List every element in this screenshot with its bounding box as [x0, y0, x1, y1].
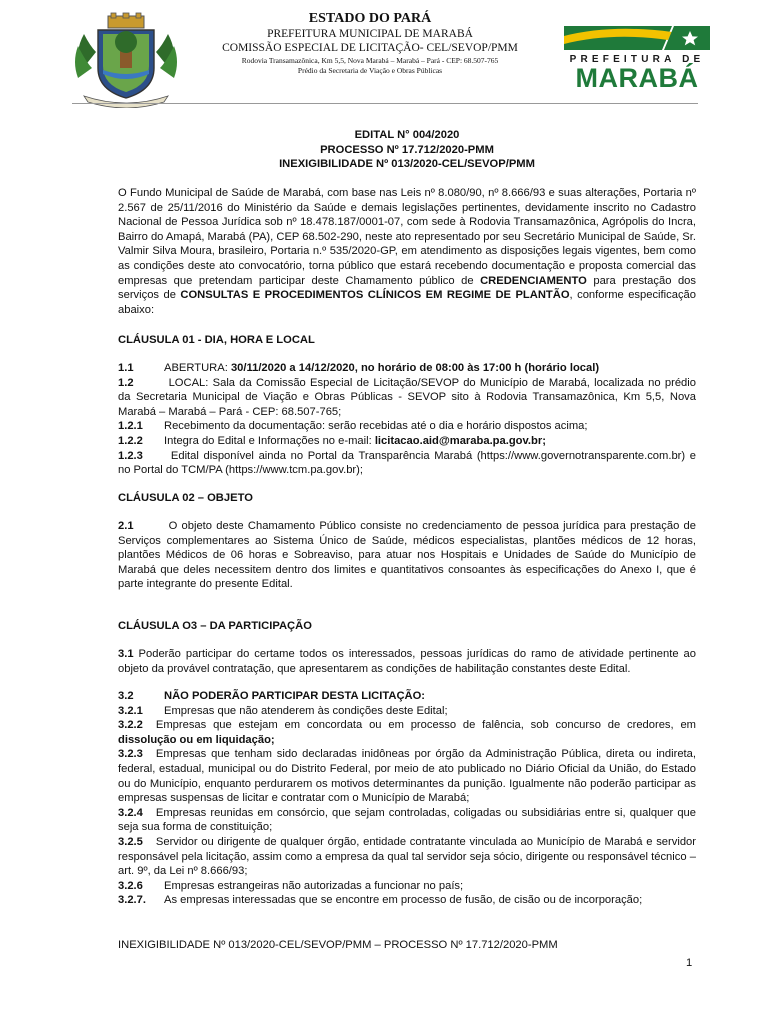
item-1-2-1: 1.2.1 Recebimento da documentação: serão recebidas até o dia e horário dispostos acima;: [118, 420, 588, 433]
header-divider: [72, 103, 698, 104]
item-3-1: 3.1 Poderão participar do certame todos os interessados, pessoas jurídicas do ramo de atividade pertinente ao objeto da provável contratação, que apresentarem as condições de habilitação constantes deste Edital.: [118, 648, 696, 675]
logo-city-text: MARABÁ: [575, 63, 699, 93]
intro-text-2: para prestação dos serviços de: [118, 274, 696, 302]
item-1-1: 1.1 ABERTURA: 30/11/2020 a 14/12/2020, no horário de 08:00 às 17:00 h (horário local): [118, 362, 600, 374]
state-name: ESTADO DO PARÁ: [308, 11, 432, 26]
page-footer: INEXIGIBILIDADE Nº 013/2020-CEL/SEVOP/PMM – PROCESSO Nº 17.712/2020-PMM: [118, 939, 558, 951]
item-3-2-5: 3.2.5 Servidor ou dirigente de qualquer órgão, entidade contratante vinculada ao Município de Marabá e servidor responsável pela licitação, assim como a empresa da qual tal servidor seja sócio, dirigente ou responsável técnico – art. 9º, da Lei nº 8.666/93;: [118, 835, 696, 878]
item-1-2: 1.2 LOCAL: Sala da Comissão Especial de Licitação/SEVOP do Município de Marabá, localizada no prédio da Secretaria Municipal de Viação e Obras Públicas - SEVOP sito à Rodovia Transamazônica, Km 5,5, Nova Marabá – Marabá – Pará - CEP: 68.507-765;: [118, 376, 696, 418]
item-1-2-2: 1.2.2 Integra do Edital e Informações no e-mail: licitacao.aid@maraba.pa.gov.br;: [118, 434, 546, 447]
item-2-1: 2.1 O objeto deste Chamamento Público consiste no credenciamento de pessoa jurídica para prestação de Serviços complementares ao Sistema Único de Saúde, médicos especialistas, plantões médicos de 12 horas, plantões Médicos de 06 horas e Sobreaviso, para atuar nos Hospitais e Unidades de Saúde do Município de Marabá que deles necessitem dentro dos limites e quantitativos consoantes às especificações do Anexo I, que é parte integrante do presente Edital.: [118, 520, 696, 591]
clause-3-2-list: [118, 689, 696, 908]
page-number: 1: [686, 957, 693, 969]
commission-name: COMISSÃO ESPECIAL DE LICITAÇÃO- CEL/SEVOP/PMM: [222, 42, 518, 54]
item-3-2-2: 3.2.2 Empresas que estejam em concordata ou em processo de falência, sob concurso de credores, em dissolução ou em liquidação;: [118, 719, 696, 746]
document-title: [118, 128, 696, 172]
clause-2-heading: CLÁUSULA 02 – OBJETO: [118, 492, 253, 504]
item-3-2-6: 3.2.6 Empresas estrangeiras não autorizadas a funcionar no país;: [118, 879, 464, 892]
prefeitura-logo: [562, 22, 712, 92]
intro-paragraph: [118, 186, 696, 317]
clause-3-heading: CLÁUSULA O3 – DA PARTICIPAÇÃO: [118, 620, 312, 632]
inexigibilidade-number: INEXIGIBILIDADE Nº 013/2020-CEL/SEVOP/PMM: [279, 158, 535, 170]
intro-bold-2: CONSULTAS E PROCEDIMENTOS CLÍNICOS EM REGIME DE PLANTÃO: [180, 289, 570, 302]
item-3-2-3: 3.2.3 Empresas que tenham sido declaradas inidôneas por órgão da Administração Pública, direta ou indireta, federal, estadual, municipal ou do Distrito Federal, por meio de ato publicado no Diário Oficial da União, do Estado ou do Município, enquanto perdurarem os motivos determinantes da punição. Igualmente não poderão participar as empresas suspensas de licitar e contratar com o Município de Marabá;: [118, 748, 696, 805]
contact-email: licitacao.aid@maraba.pa.gov.br;: [374, 434, 546, 447]
clause-1-heading: CLÁUSULA 01 - DIA, HORA E LOCAL: [118, 334, 315, 346]
item-3-2-7: 3.2.7. As empresas interessadas que se encontre em processo de fusão, de cisão ou de incorporação;: [118, 894, 643, 907]
prefecture-name: PREFEITURA MUNICIPAL DE MARABÁ: [267, 28, 473, 40]
intro-bold-1: CREDENCIAMENTO: [480, 274, 587, 287]
building-line: Prédio da Secretaria de Viação e Obras Públicas: [297, 66, 443, 75]
intro-text-3: , conforme especificação abaixo:: [118, 289, 696, 316]
item-1-2-3: 1.2.3 Edital disponível ainda no Portal da Transparência Marabá (https://www.governotransparente.com.br) e no Portal do TCM/PA (https://www.tcm.pa.gov.br);: [118, 449, 696, 477]
item-3-2-1: 3.2.1 Empresas que não atenderem às condições deste Edital;: [118, 704, 448, 717]
process-number: PROCESSO Nº 17.712/2020-PMM: [320, 143, 494, 156]
item-3-2: 3.2 NÃO PODERÃO PARTICIPAR DESTA LICITAÇÃO:: [118, 690, 426, 702]
edital-number: EDITAL N° 004/2020: [354, 129, 460, 141]
letterhead: [190, 10, 550, 76]
clause-1-body: [118, 361, 696, 478]
coat-of-arms-icon: [70, 12, 182, 108]
address-line: Rodovia Transamazônica, Km 5,5, Nova Marabá – Marabá – Pará - CEP: 68.507-765: [241, 56, 499, 65]
intro-text-1: O Fundo Municipal de Saúde de Marabá, com base nas Leis nº 8.080/90, nº 8.666/93 e suas alterações, Portaria nº 2.567 de 25/11/2016 do Ministério da Saúde e demais legislações pertinentes, devidamente inscrito no Cadastro Nacional de Pessoa Jurídica sob nº 18.478.187/0001-07, com sede à Rodovia Transamazônica, Agrópolis do Incra, Bairro do Amapá, Marabá (PA), CEP 68.502-290, neste ato representado por seu Secretário Municipal de Saúde, Sr. Valmir Silva Moura, brasileiro, Portaria n.º 535/2020-GP, em atendimento as disposições legais vigentes, bem como as condições deste ato convocatório, torna público que estará recebendo documentação e proposta comercial das empresas que pretendam participar deste Chamamento público de: [118, 187, 696, 287]
flag-emblem-icon: [562, 22, 712, 52]
item-3-2-4: 3.2.4 Empresas reunidas em consórcio, que sejam controladas, coligadas ou subsidiárias entre si, qualquer que seja sua forma de constituição;: [118, 806, 696, 834]
logo-prefeitura-text: PREFEITURA DE: [569, 54, 705, 65]
